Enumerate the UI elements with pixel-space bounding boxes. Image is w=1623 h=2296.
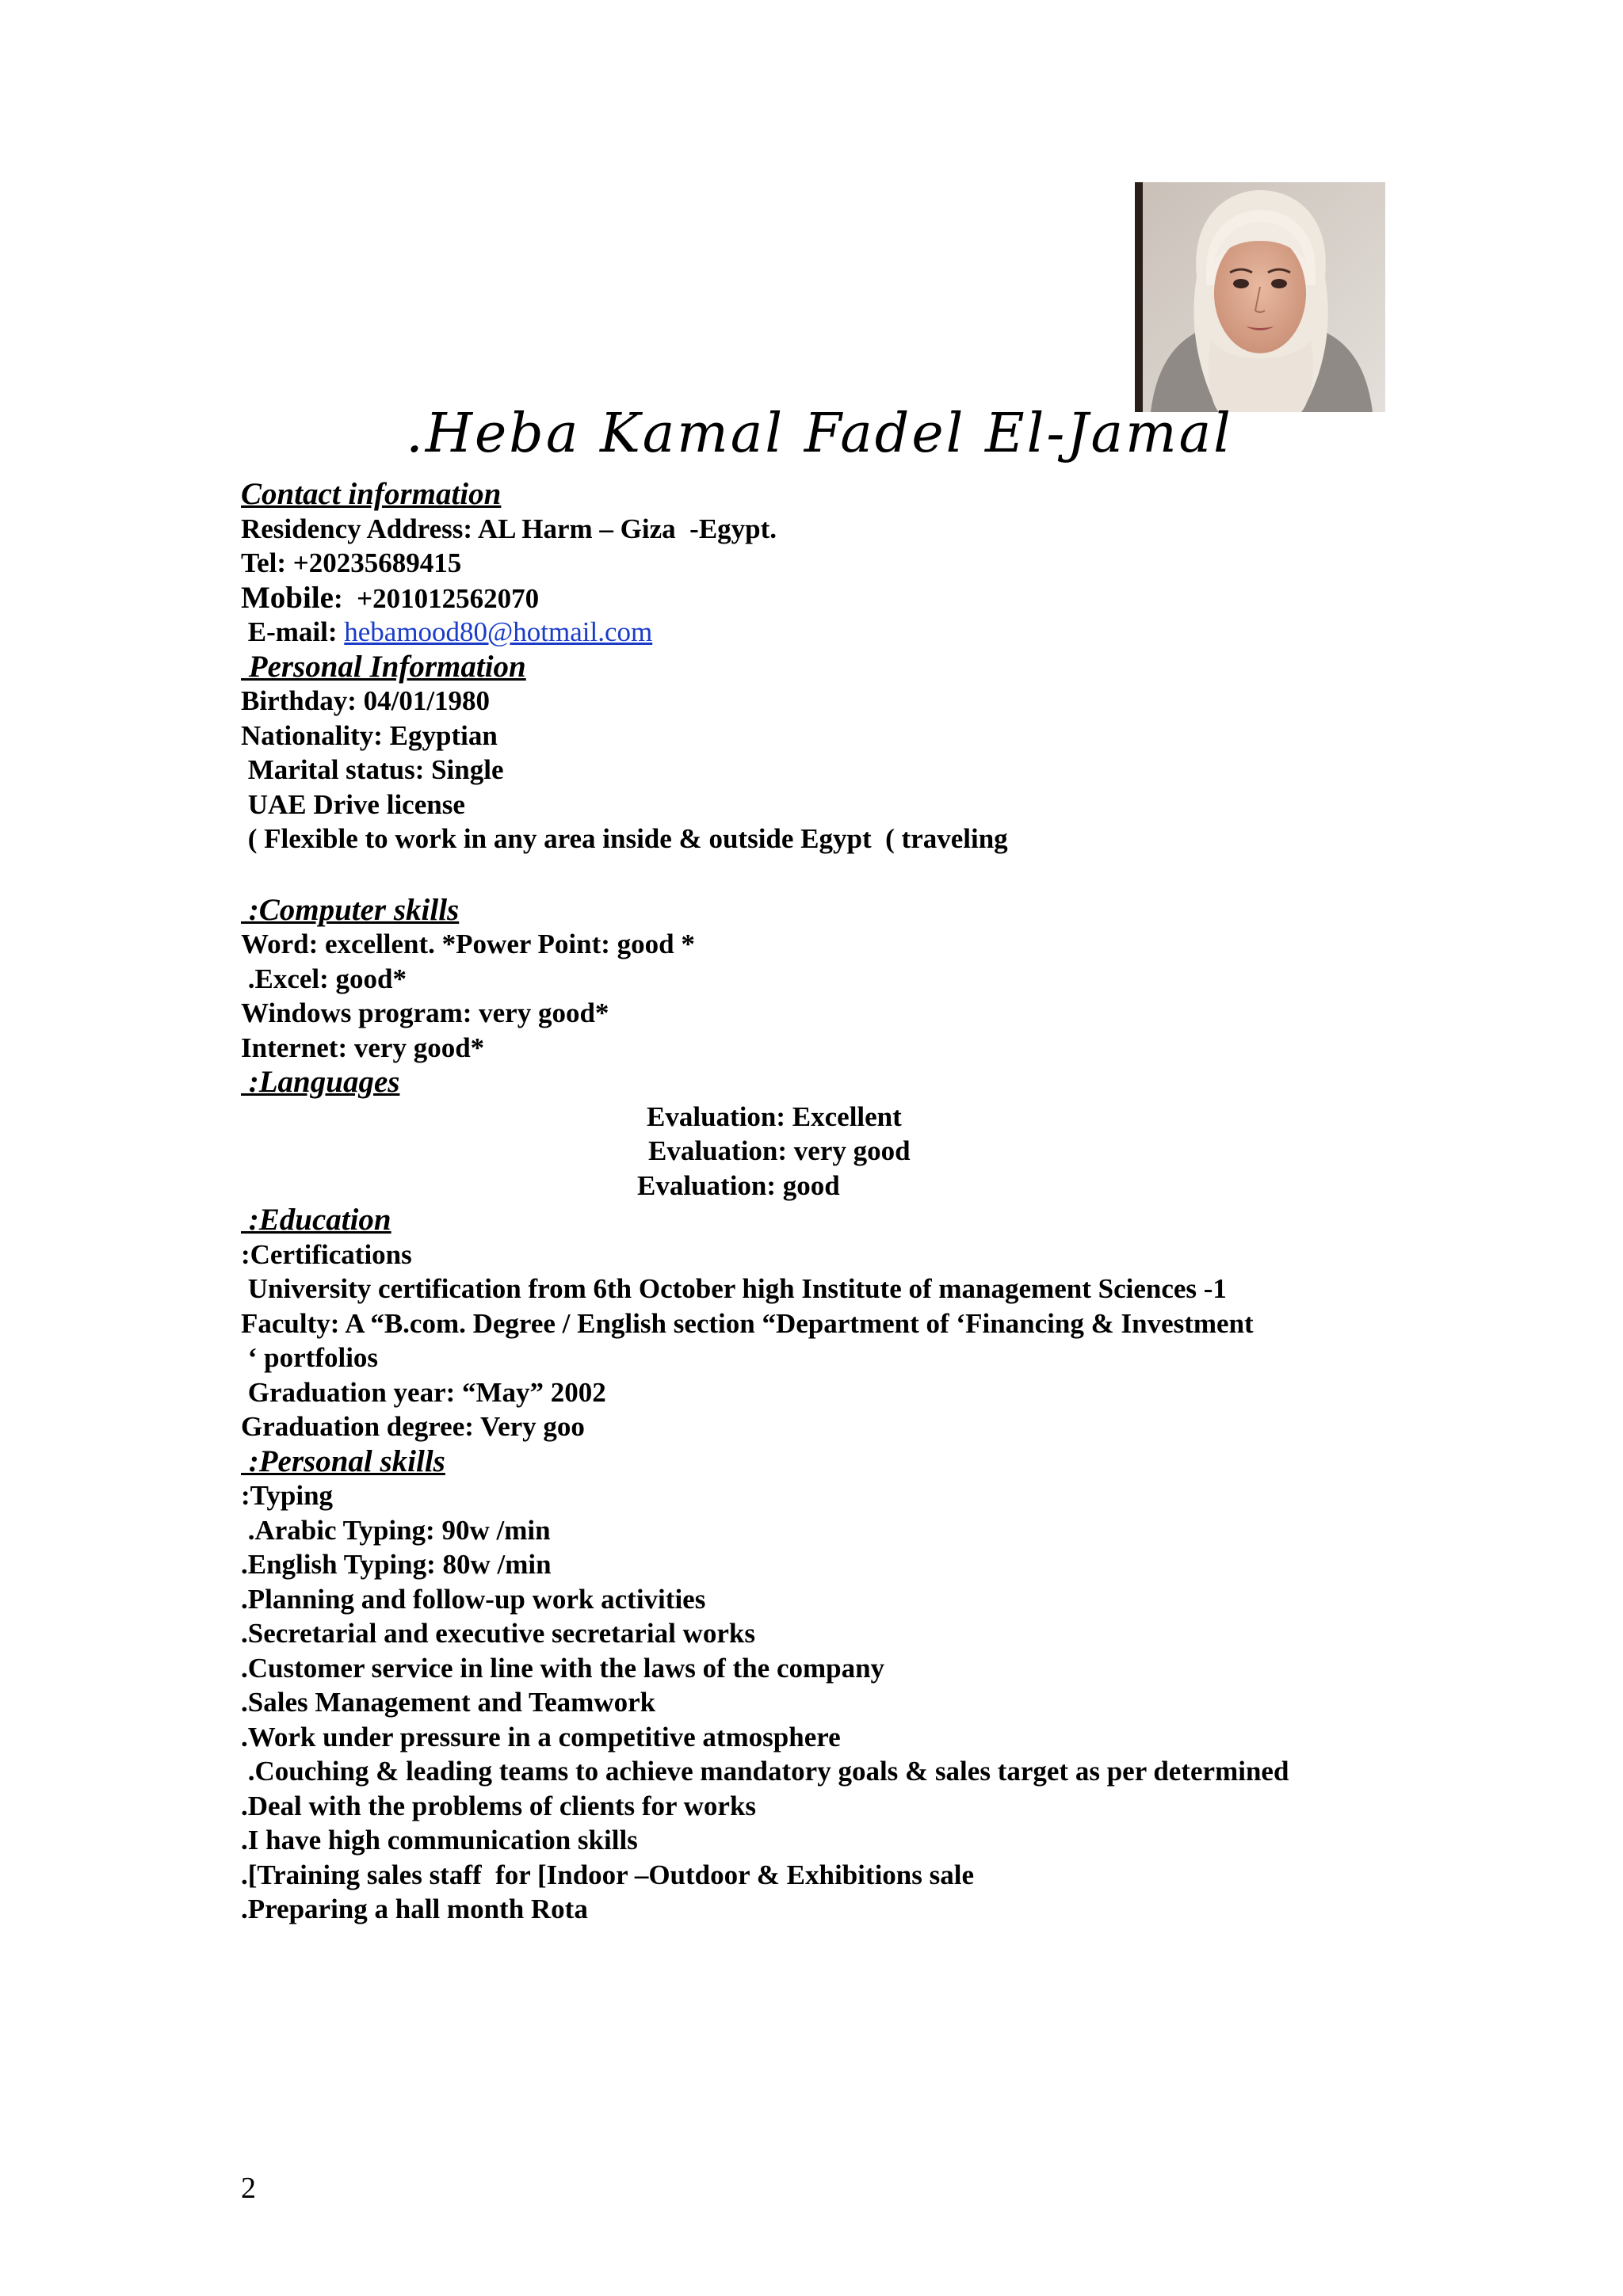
page-number: 2 <box>241 2172 256 2205</box>
education-item: Faculty: A “B.com. Degree / English section “Department of ‘Financing & Investment <box>241 1307 1254 1339</box>
drive-license: UAE Drive license <box>241 788 465 820</box>
skill-item: .Secretarial and executive secretarial works <box>241 1618 755 1649</box>
contact-heading: Contact information <box>241 477 502 511</box>
flexibility: ( Flexible to work in any area inside & outside Egypt ( traveling <box>241 823 1008 854</box>
personal-skills-heading: :Personal skills <box>241 1444 445 1478</box>
language-row <box>241 1100 1430 1135</box>
education-item: Graduation degree: Very goo <box>241 1411 585 1442</box>
mobile-value: : +201012562070 <box>333 582 540 614</box>
skill-item: .[Training sales staff for [Indoor –Outdoor & Exhibitions sale <box>241 1859 975 1890</box>
skill-item: .Sales Management and Teamwork <box>241 1687 656 1718</box>
computer-skills-heading: :Computer skills <box>241 892 460 927</box>
email-link[interactable]: hebamood80@hotmail.com <box>344 616 653 647</box>
profile-photo <box>1135 182 1385 412</box>
language-evaluation: Evaluation: good <box>637 1169 840 1201</box>
education-item: University certification from 6th October high Institute of management Sciences -1 <box>241 1273 1227 1304</box>
language-evaluation: Evaluation: very good <box>648 1135 911 1166</box>
computer-skill-item: .Excel: good* <box>241 963 407 994</box>
skill-item: :Typing <box>241 1480 334 1511</box>
computer-skill-item: Windows program: very good* <box>241 997 609 1028</box>
computer-skill-item: Internet: very good* <box>241 1032 485 1063</box>
mobile <box>241 581 1430 616</box>
email <box>241 615 1430 650</box>
marital-status: Marital status: Single <box>241 754 504 785</box>
languages-heading: :Languages <box>241 1065 400 1099</box>
skill-item: .Work under pressure in a competitive atmosphere <box>241 1721 841 1753</box>
skill-item: .Customer service in line with the laws of the company <box>241 1652 885 1684</box>
residency-address: Residency Address: AL Harm – Giza -Egypt. <box>241 513 777 544</box>
birthday: Birthday: 04/01/1980 <box>241 685 491 716</box>
skill-item: .I have high communication skills <box>241 1825 638 1855</box>
skill-item: .Preparing a hall month Rota <box>241 1894 588 1924</box>
resume-content <box>241 477 1430 1927</box>
skill-item: .Arabic Typing: 90w /min <box>241 1514 551 1546</box>
education-item: :Certifications <box>241 1238 412 1270</box>
candidate-name: .Heba Kamal Fadel El-Jamal <box>406 402 1233 465</box>
skill-item: .Planning and follow-up work activities <box>241 1583 706 1615</box>
language-row <box>241 1169 1430 1203</box>
education-item: ‘ portfolios <box>241 1342 379 1373</box>
education-heading: :Education <box>241 1203 391 1237</box>
language-row <box>241 1134 1430 1169</box>
skill-item: .Couching & leading teams to achieve mandatory goals & sales target as per determined <box>241 1756 1289 1787</box>
skill-item: .English Typing: 80w /min <box>241 1549 552 1580</box>
nationality: Nationality: Egyptian <box>241 719 498 751</box>
telephone: Tel: +20235689415 <box>241 547 462 578</box>
email-label: E-mail: <box>241 616 345 647</box>
computer-skill-item: Word: excellent. *Power Point: good * <box>241 929 695 959</box>
spacer <box>241 856 1430 893</box>
language-evaluation: Evaluation: Excellent <box>647 1100 902 1132</box>
personal-info-heading: Personal Information <box>241 649 526 684</box>
education-item: Graduation year: “May” 2002 <box>241 1376 606 1408</box>
skill-item: .Deal with the problems of clients for works <box>241 1790 757 1821</box>
mobile-label: Mobile <box>241 580 334 615</box>
